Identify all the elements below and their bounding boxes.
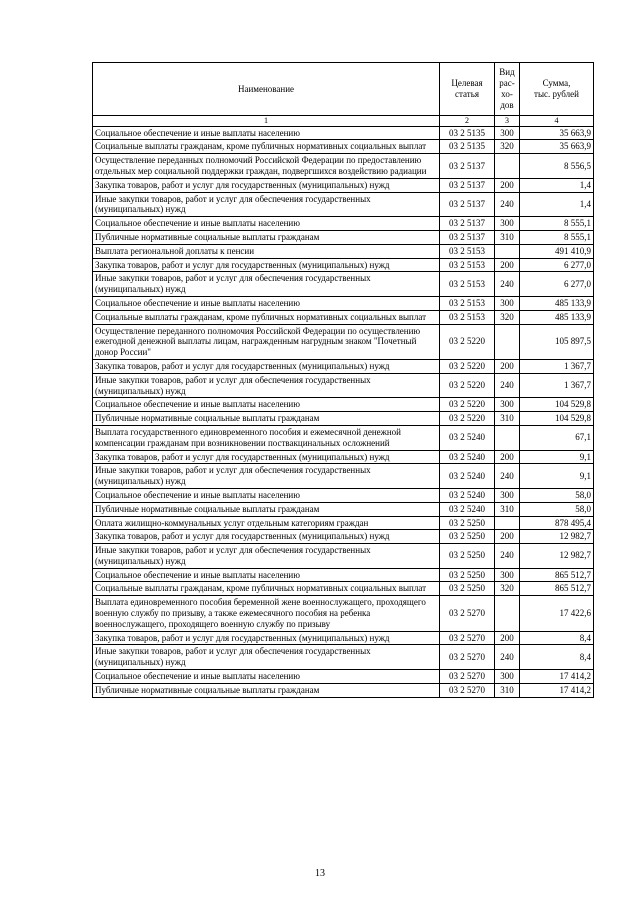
row-type: 300 [495,126,520,140]
table-row [93,464,594,489]
row-name: Социальное обеспечение и иные выплаты населению [93,398,440,412]
row-code: 03 2 5153 [440,296,495,310]
row-code: 03 2 5250 [440,516,495,530]
row-name: Социальное обеспечение и иные выплаты населению [93,488,440,502]
row-code: 03 2 5153 [440,244,495,258]
row-type: 300 [495,488,520,502]
row-type [495,516,520,530]
table-row [93,683,594,697]
row-type: 200 [495,359,520,373]
row-sum: 1 367,7 [520,359,594,373]
table-row [93,596,594,631]
table-row [93,530,594,544]
row-sum: 8 556,5 [520,154,594,179]
header-name: Наименование [93,63,440,116]
row-name: Выплата региональной доплаты к пенсии [93,244,440,258]
row-code: 03 2 5137 [440,178,495,192]
column-number: 4 [520,116,594,127]
row-sum: 104 529,8 [520,412,594,426]
row-code: 03 2 5250 [440,530,495,544]
row-type: 320 [495,140,520,154]
row-type: 320 [495,310,520,324]
row-code: 03 2 5240 [440,502,495,516]
row-type: 200 [495,530,520,544]
row-type: 310 [495,502,520,516]
row-name: Социальное обеспечение и иные выплаты населению [93,217,440,231]
row-type: 240 [495,645,520,670]
row-type [495,324,520,359]
row-sum: 9,1 [520,450,594,464]
row-name: Социальные выплаты гражданам, кроме публичных нормативных социальных выплат [93,582,440,596]
row-code: 03 2 5135 [440,126,495,140]
row-name: Иные закупки товаров, работ и услуг для обеспечения государственных (муниципальных) нужд [93,373,440,398]
row-name: Публичные нормативные социальные выплаты гражданам [93,502,440,516]
row-name: Закупка товаров, работ и услуг для государственных (муниципальных) нужд [93,530,440,544]
row-sum: 1,4 [520,178,594,192]
row-code: 03 2 5250 [440,568,495,582]
row-type: 310 [495,683,520,697]
row-code: 03 2 5240 [440,425,495,450]
row-name: Закупка товаров, работ и услуг для государственных (муниципальных) нужд [93,359,440,373]
row-sum: 865 512,7 [520,568,594,582]
table-row [93,140,594,154]
column-number: 2 [440,116,495,127]
row-type: 300 [495,670,520,684]
table-row [93,582,594,596]
row-type: 200 [495,450,520,464]
table-row [93,154,594,179]
row-code: 03 2 5137 [440,192,495,217]
row-sum: 17 414,2 [520,683,594,697]
table-row [93,516,594,530]
row-name: Закупка товаров, работ и услуг для государственных (муниципальных) нужд [93,178,440,192]
row-type: 240 [495,373,520,398]
row-name: Публичные нормативные социальные выплаты гражданам [93,412,440,426]
row-type: 300 [495,296,520,310]
table-row [93,272,594,297]
row-code: 03 2 5250 [440,544,495,569]
row-name: Социальное обеспечение и иные выплаты населению [93,126,440,140]
table-row [93,631,594,645]
column-number-row [93,116,594,127]
row-code: 03 2 5270 [440,631,495,645]
row-sum: 104 529,8 [520,398,594,412]
table-header [93,63,594,127]
row-code: 03 2 5220 [440,373,495,398]
row-sum: 17 422,6 [520,596,594,631]
row-sum: 485 133,9 [520,296,594,310]
table-row [93,425,594,450]
row-type: 300 [495,568,520,582]
row-code: 03 2 5240 [440,488,495,502]
row-sum: 491 410,9 [520,244,594,258]
row-type [495,596,520,631]
table-row [93,412,594,426]
row-type: 310 [495,230,520,244]
table-row [93,126,594,140]
row-type: 320 [495,582,520,596]
row-type: 200 [495,178,520,192]
row-code: 03 2 5137 [440,154,495,179]
row-sum: 865 512,7 [520,582,594,596]
column-number: 3 [495,116,520,127]
row-name: Закупка товаров, работ и услуг для государственных (муниципальных) нужд [93,450,440,464]
table-row [93,217,594,231]
row-code: 03 2 5137 [440,230,495,244]
row-code: 03 2 5153 [440,310,495,324]
row-name: Социальное обеспечение и иные выплаты населению [93,296,440,310]
row-name: Иные закупки товаров, работ и услуг для обеспечения государственных (муниципальных) нужд [93,464,440,489]
row-name: Социальное обеспечение и иные выплаты населению [93,568,440,582]
table-row [93,192,594,217]
row-code: 03 2 5153 [440,258,495,272]
row-sum: 878 495,4 [520,516,594,530]
row-code: 03 2 5220 [440,398,495,412]
row-name: Закупка товаров, работ и услуг для государственных (муниципальных) нужд [93,631,440,645]
row-sum: 8,4 [520,631,594,645]
row-name: Иные закупки товаров, работ и услуг для обеспечения государственных (муниципальных) нужд [93,645,440,670]
header-code: Целевая статья [440,63,495,116]
row-sum: 8 555,1 [520,217,594,231]
header-sum: Сумма, тыс. рублей [520,63,594,116]
table-row [93,670,594,684]
row-sum: 9,1 [520,464,594,489]
row-name: Выплата единовременного пособия беременной жене военнослужащего, проходящего военную службу по призыву, а также ежемесячного пособия на ребенка военнослужащего, проходящего военную службу по призыву [93,596,440,631]
row-name: Осуществление переданных полномочий Российской Федерации по предоставлению отдельных мер социальной поддержки граждан, подвергшихся воздействию радиации [93,154,440,179]
row-type: 310 [495,412,520,426]
row-sum: 58,0 [520,488,594,502]
table-row [93,324,594,359]
row-type [495,154,520,179]
row-sum: 8 555,1 [520,230,594,244]
column-number: 1 [93,116,440,127]
row-sum: 105 897,5 [520,324,594,359]
row-name: Оплата жилищно-коммунальных услуг отдельным категориям граждан [93,516,440,530]
row-code: 03 2 5220 [440,412,495,426]
table-row [93,178,594,192]
row-sum: 35 663,9 [520,126,594,140]
row-code: 03 2 5270 [440,683,495,697]
row-code: 03 2 5240 [440,464,495,489]
row-sum: 12 982,7 [520,544,594,569]
table-row [93,373,594,398]
row-sum: 6 277,0 [520,258,594,272]
row-code: 03 2 5153 [440,272,495,297]
row-sum: 6 277,0 [520,272,594,297]
row-name: Иные закупки товаров, работ и услуг для обеспечения государственных (муниципальных) нужд [93,272,440,297]
row-name: Иные закупки товаров, работ и услуг для обеспечения государственных (муниципальных) нужд [93,544,440,569]
row-sum: 58,0 [520,502,594,516]
row-code: 03 2 5220 [440,324,495,359]
header-row [93,63,594,116]
table-row [93,502,594,516]
row-type: 240 [495,272,520,297]
row-code: 03 2 5220 [440,359,495,373]
row-type: 300 [495,398,520,412]
row-code: 03 2 5137 [440,217,495,231]
row-code: 03 2 5270 [440,596,495,631]
table-row [93,568,594,582]
row-name: Осуществление переданного полномочия Российской Федерации по осуществлению ежегодной денежной выплаты лицам, награжденным нагрудным знаком "Почетный донор России" [93,324,440,359]
row-code: 03 2 5135 [440,140,495,154]
budget-table [92,62,594,698]
table-row [93,359,594,373]
row-sum: 8,4 [520,645,594,670]
table-row [93,230,594,244]
row-name: Социальные выплаты гражданам, кроме публичных нормативных социальных выплат [93,310,440,324]
table-row [93,450,594,464]
row-code: 03 2 5240 [440,450,495,464]
row-code: 03 2 5270 [440,670,495,684]
table-row [93,645,594,670]
table-row [93,544,594,569]
row-name: Закупка товаров, работ и услуг для государственных (муниципальных) нужд [93,258,440,272]
table-row [93,310,594,324]
table-row [93,258,594,272]
page-number: 13 [315,868,325,879]
row-name: Публичные нормативные социальные выплаты гражданам [93,683,440,697]
row-name: Иные закупки товаров, работ и услуг для обеспечения государственных (муниципальных) нужд [93,192,440,217]
row-sum: 12 982,7 [520,530,594,544]
row-type: 300 [495,217,520,231]
table-body [93,126,594,697]
row-sum: 1,4 [520,192,594,217]
row-code: 03 2 5250 [440,582,495,596]
table-row [93,488,594,502]
row-sum: 35 663,9 [520,140,594,154]
row-type: 240 [495,464,520,489]
row-sum: 17 414,2 [520,670,594,684]
row-type [495,425,520,450]
row-type: 200 [495,258,520,272]
header-type: Вид рас- хо- дов [495,63,520,116]
row-name: Социальное обеспечение и иные выплаты населению [93,670,440,684]
table-row [93,244,594,258]
table-row [93,398,594,412]
row-type: 240 [495,192,520,217]
row-sum: 1 367,7 [520,373,594,398]
row-type: 200 [495,631,520,645]
row-type [495,244,520,258]
row-code: 03 2 5270 [440,645,495,670]
row-sum: 485 133,9 [520,310,594,324]
row-type: 240 [495,544,520,569]
row-name: Выплата государственного единовременного пособия и ежемесячной денежной компенсации гражданам при возникновении поствакцинальных осложнений [93,425,440,450]
table-row [93,296,594,310]
row-name: Социальные выплаты гражданам, кроме публичных нормативных социальных выплат [93,140,440,154]
row-name: Публичные нормативные социальные выплаты гражданам [93,230,440,244]
row-sum: 67,1 [520,425,594,450]
